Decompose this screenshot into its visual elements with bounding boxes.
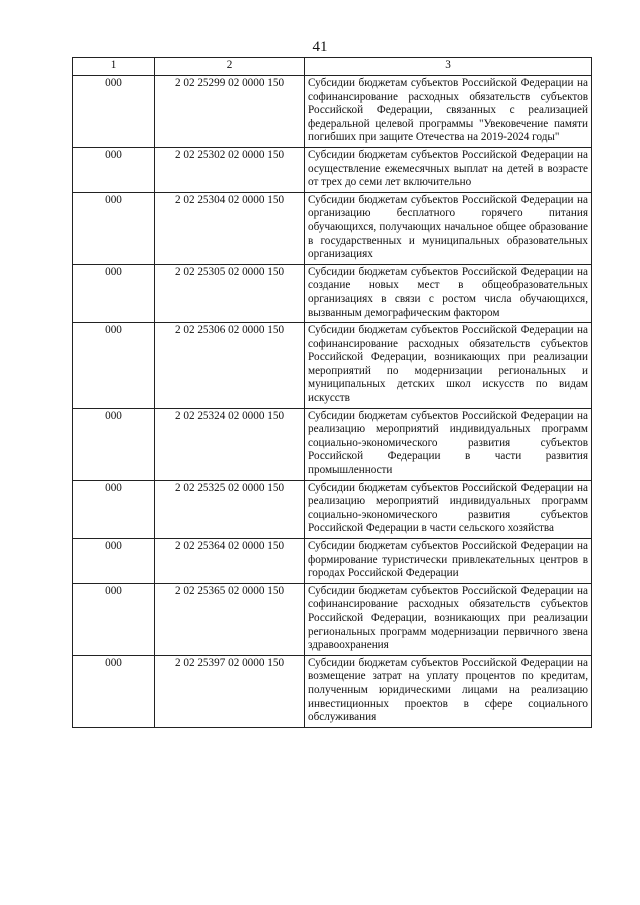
admin-code-cell: 000 [73, 264, 155, 322]
admin-code-cell: 000 [73, 76, 155, 148]
kbk-code-cell: 2 02 25306 02 0000 150 [155, 323, 305, 409]
table-row [73, 539, 592, 584]
description-cell: Субсидии бюджетам субъектов Российской Федерации на формирование туристически привлекательных центров в городах Российской Федерации [305, 539, 592, 584]
admin-code-cell: 000 [73, 147, 155, 192]
kbk-code-cell: 2 02 25397 02 0000 150 [155, 655, 305, 727]
description-cell: Субсидии бюджетам субъектов Российской Федерации на реализацию мероприятий индивидуальных программ социально-экономического развития субъектов Российской Федерации в части развития промышленности [305, 408, 592, 480]
admin-code-cell: 000 [73, 583, 155, 655]
table-row [73, 264, 592, 322]
admin-code-cell: 000 [73, 480, 155, 538]
table-row [73, 192, 592, 264]
kbk-code-cell: 2 02 25365 02 0000 150 [155, 583, 305, 655]
table-row [73, 76, 592, 148]
table-header-row [73, 58, 592, 76]
description-cell: Субсидии бюджетам субъектов Российской Федерации на софинансирование расходных обязательств субъектов Российской Федерации, возникающих при реализации региональных программ модернизации первичного звена здравоохранения [305, 583, 592, 655]
kbk-code-cell: 2 02 25305 02 0000 150 [155, 264, 305, 322]
table-row [73, 583, 592, 655]
description-cell: Субсидии бюджетам субъектов Российской Федерации на создание новых мест в общеобразовательных организациях в связи с ростом числа обучающихся, вызванным демографическим фактором [305, 264, 592, 322]
table-row [73, 323, 592, 409]
table-row [73, 655, 592, 727]
admin-code-cell: 000 [73, 323, 155, 409]
kbk-code-cell: 2 02 25304 02 0000 150 [155, 192, 305, 264]
table-row [73, 147, 592, 192]
admin-code-cell: 000 [73, 655, 155, 727]
kbk-code-cell: 2 02 25324 02 0000 150 [155, 408, 305, 480]
description-cell: Субсидии бюджетам субъектов Российской Федерации на организацию бесплатного горячего питания обучающихся, получающих начальное общее образование в государственных и муниципальных образовательных организациях [305, 192, 592, 264]
description-cell: Субсидии бюджетам субъектов Российской Федерации на софинансирование расходных обязательств субъектов Российской Федерации, связанных с реализацией федеральной целевой программы "Увековечение памяти погибших при защите Отечества на 2019-2024 годы" [305, 76, 592, 148]
page-number: 41 [312, 39, 328, 55]
column-header-3: 3 [305, 58, 592, 76]
table-row [73, 408, 592, 480]
description-cell: Субсидии бюджетам субъектов Российской Федерации на софинансирование расходных обязательств субъектов Российской Федерации, возникающих при реализации мероприятий по модернизации региональных и муниципальных детских школ искусств по видам искусств [305, 323, 592, 409]
kbk-code-cell: 2 02 25302 02 0000 150 [155, 147, 305, 192]
kbk-code-cell: 2 02 25364 02 0000 150 [155, 539, 305, 584]
kbk-code-cell: 2 02 25325 02 0000 150 [155, 480, 305, 538]
description-cell: Субсидии бюджетам субъектов Российской Федерации на возмещение затрат на уплату процентов по кредитам, полученным юридическими лицами на реализацию инвестиционных проектов в сфере социального обслуживания [305, 655, 592, 727]
column-header-1: 1 [73, 58, 155, 76]
admin-code-cell: 000 [73, 192, 155, 264]
admin-code-cell: 000 [73, 408, 155, 480]
budget-classification-table [72, 57, 592, 728]
description-cell: Субсидии бюджетам субъектов Российской Федерации на осуществление ежемесячных выплат на детей в возрасте от трех до семи лет включительно [305, 147, 592, 192]
column-header-2: 2 [155, 58, 305, 76]
kbk-code-cell: 2 02 25299 02 0000 150 [155, 76, 305, 148]
admin-code-cell: 000 [73, 539, 155, 584]
description-cell: Субсидии бюджетам субъектов Российской Федерации на реализацию мероприятий индивидуальных программ социально-экономического развития субъектов Российской Федерации в части сельского хозяйства [305, 480, 592, 538]
table-row [73, 480, 592, 538]
